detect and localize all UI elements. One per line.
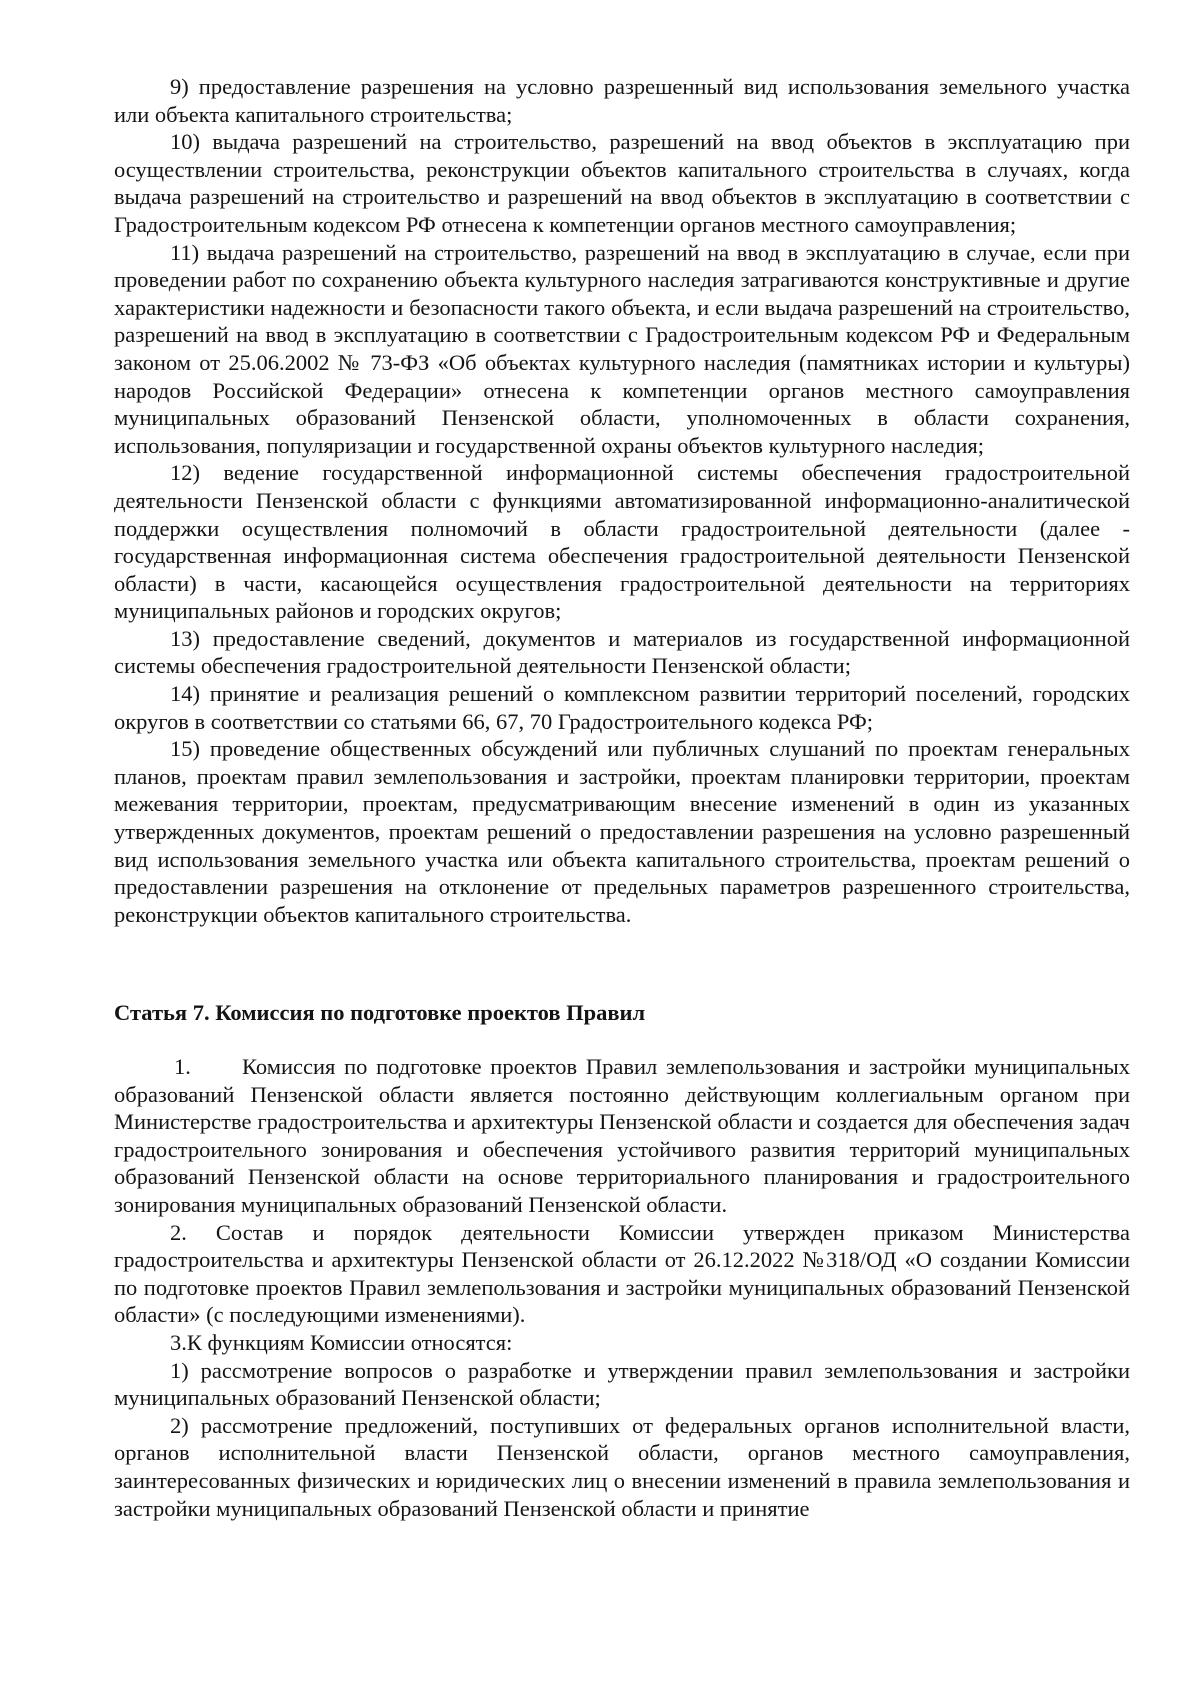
- list-item-12: 12) ведение государственной информационной системы обеспечения градостроительной деятельности Пензенской области с функциями автоматизированной информационно-аналитической поддержки осуществления полномочий в области градостроительной деятельности (далее - государственная информационная система обеспечения градостроительной деятельности Пензенской области) в части, касающейся осуществления градостроительной деятельности на территориях муниципальных районов и городских округов;: [114, 460, 1130, 624]
- article-7-item-1-text: Комиссия по подготовке проектов Правил землепользования и застройки муниципальных образований Пензенской области является постоянно действующим коллегиальным органом при Министерстве градостроительства и архитектуры Пензенской области и создается для обеспечения задач градостроительного зонирования и обеспечения устойчивого развития территорий муниципальных образований Пензенской области на основе территориального планирования и градостроительного зонирования муниципальных образований Пензенской области.: [114, 1054, 1130, 1217]
- article-7-item-1-number: 1.: [174, 1054, 191, 1079]
- list-item-11: 11) выдача разрешений на строительство, разрешений на ввод в эксплуатацию в случае, если при проведении работ по сохранению объекта культурного наследия затрагиваются конструктивные и другие характеристики надежности и безопасности такого объекта, и если выдача разрешений на строительство, разрешений на ввод в эксплуатацию в соответствии с Градостроительным кодексом РФ и Федеральным законом от 25.06.2002 № 73-ФЗ «Об объектах культурного наследия (памятниках истории и культуры) народов Российской Федерации» отнесена к компетенции органов местного самоуправления муниципальных образований Пензенской области, уполномоченных в области сохранения, использования, популяризации и государственной охраны объектов культурного наследия;: [114, 239, 1130, 458]
- powers-list: [114, 73, 1130, 928]
- article-7-body: [114, 1053, 1130, 1522]
- list-item-9: 9) предоставление разрешения на условно разрешенный вид использования земельного участка или объекта капитального строительства;: [114, 74, 1130, 127]
- list-item-10: 10) выдача разрешений на строительство, разрешений на ввод объектов в эксплуатацию при осуществлении строительства, реконструкции объектов капитального строительства в случаях, когда выдача разрешений на строительство и разрешений на ввод объектов в эксплуатацию в соответствии с Градостроительным кодексом РФ отнесена к компетенции органов местного самоуправления;: [114, 129, 1130, 237]
- list-item-15: 15) проведение общественных обсуждений или публичных слушаний по проектам генеральных планов, проектам правил землепользования и застройки, проектам планировки территории, проектам межевания территории, проектам, предусматривающим внесение изменений в один из указанных утвержденных документов, проектам решений о предоставлении разрешения на условно разрешенный вид использования земельного участка или объекта капитального строительства, проектам решений о предоставлении разрешения на отклонение от предельных параметров разрешенного строительства, реконструкции объектов капитального строительства.: [114, 736, 1130, 927]
- article-7-item-3: 3.К функциям Комиссии относятся:: [170, 1329, 513, 1355]
- function-item-1: 1) рассмотрение вопросов о разработке и утверждении правил землепользования и застройки муниципальных образований Пензенской области;: [114, 1357, 1130, 1411]
- list-item-13: 13) предоставление сведений, документов и материалов из государственной информационной системы обеспечения градостроительной деятельности Пензенской области;: [114, 625, 1130, 679]
- article-7-item-1: [114, 1053, 1130, 1219]
- article-7-item-2: 2. Состав и порядок деятельности Комиссии утвержден приказом Министерства градостроительства и архитектуры Пензенской области от 26.12.2022 №318/ОД «О создании Комиссии по подготовке проектов Правил землепользования и застройки муниципальных образований Пензенской области» (с последующими изменениями).: [114, 1219, 1130, 1328]
- function-item-2: 2) рассмотрение предложений, поступивших от федеральных органов исполнительной власти, органов исполнительной власти Пензенской области, органов местного самоуправления, заинтересованных физических и юридических лиц о внесении изменений в правила землепользования и застройки муниципальных образований Пензенской области и принятие: [114, 1412, 1130, 1521]
- article-7-heading: Статья 7. Комиссия по подготовке проектов Правил: [114, 1000, 646, 1026]
- list-item-14: 14) принятие и реализация решений о комплексном развитии территорий поселений, городских округов в соответствии со статьями 66, 67, 70 Градостроительного кодекса РФ;: [114, 681, 1130, 734]
